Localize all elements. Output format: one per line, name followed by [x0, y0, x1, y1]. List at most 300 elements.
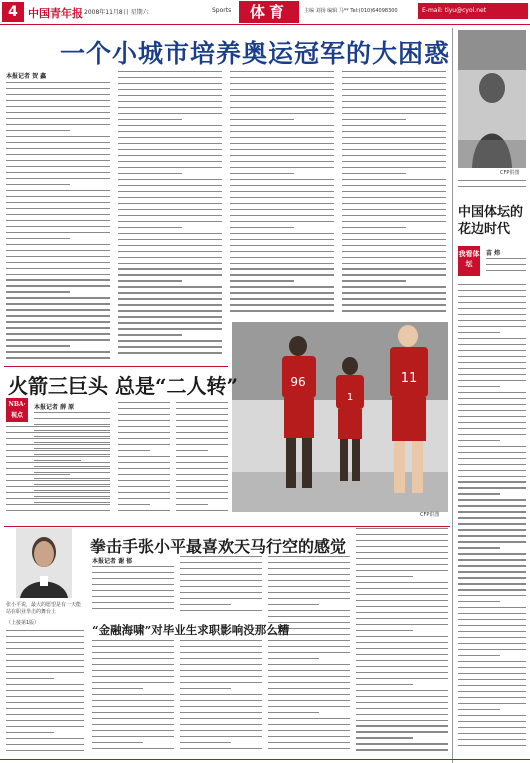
text-line — [6, 262, 110, 263]
text-line — [118, 450, 150, 451]
text-line — [180, 592, 262, 593]
column-body-text — [458, 284, 526, 756]
text-line — [342, 304, 446, 305]
newspaper-brand: 中国青年报 — [28, 7, 83, 20]
text-line — [118, 137, 222, 138]
text-line — [6, 696, 84, 697]
text-line — [268, 748, 350, 749]
text-line — [92, 664, 174, 665]
text-line — [342, 131, 446, 132]
text-line — [92, 608, 174, 609]
column-divider — [452, 28, 453, 763]
text-line — [458, 655, 500, 656]
text-line — [356, 690, 448, 691]
text-line — [92, 724, 174, 725]
text-line — [6, 268, 110, 269]
text-line — [118, 149, 222, 150]
interview-rule — [4, 526, 450, 527]
text-line — [92, 578, 174, 579]
text-line — [458, 667, 526, 668]
text-line — [458, 709, 500, 710]
text-line — [356, 564, 448, 565]
text-line — [118, 173, 182, 174]
text-line — [268, 658, 319, 659]
text-line — [230, 137, 334, 138]
text-line — [342, 197, 446, 198]
text-line — [92, 706, 174, 707]
text-line — [458, 583, 526, 584]
text-line — [356, 630, 413, 631]
text-line — [180, 730, 262, 731]
text-line — [458, 661, 526, 662]
text-line — [230, 83, 334, 84]
text-line — [118, 191, 222, 192]
text-line — [92, 730, 174, 731]
sub-column-2 — [180, 640, 262, 758]
text-line — [458, 553, 526, 554]
text-line — [458, 308, 526, 309]
text-line — [458, 380, 526, 381]
text-line — [6, 297, 110, 298]
main-article-column-4 — [342, 71, 446, 319]
text-line — [356, 546, 448, 547]
text-line — [6, 504, 110, 505]
contact-email: E-mail: tiyu@cyol.net — [418, 3, 528, 19]
text-line — [458, 589, 526, 590]
section-english: Sports — [212, 7, 232, 14]
text-line — [356, 737, 413, 738]
text-line — [180, 724, 262, 725]
text-line — [268, 568, 350, 569]
text-line — [92, 646, 174, 647]
interview-column-3 — [268, 556, 350, 758]
main-headline: 一个小城市培养奥运冠军的大困惑 — [60, 39, 451, 68]
rockets-column-3 — [176, 402, 228, 520]
text-line — [458, 601, 500, 602]
text-line — [458, 180, 526, 181]
text-line — [180, 604, 231, 605]
text-line — [118, 179, 222, 180]
text-line — [118, 233, 222, 234]
text-line — [356, 702, 448, 703]
text-line — [92, 658, 174, 659]
text-line — [6, 250, 110, 251]
text-line — [6, 744, 84, 745]
page-header — [0, 0, 530, 24]
text-line — [118, 221, 222, 222]
text-line — [118, 263, 222, 264]
text-line — [6, 648, 84, 649]
rockets-byline: 本报记者 薛 原 — [34, 404, 75, 411]
sub-headline: “金融海啸”对毕业生求职影响没那么糟 — [92, 623, 290, 637]
text-line — [342, 191, 446, 192]
text-line — [6, 630, 84, 631]
interview-column-2 — [180, 556, 262, 618]
text-line — [342, 101, 446, 102]
sidebar-photo — [458, 30, 526, 168]
text-line — [6, 321, 110, 322]
text-line — [6, 327, 110, 328]
text-line — [6, 702, 84, 703]
text-line — [6, 510, 110, 511]
text-line — [92, 590, 174, 591]
text-line — [268, 730, 350, 731]
text-line — [180, 742, 231, 743]
text-line — [458, 631, 526, 632]
text-line — [230, 203, 334, 204]
text-line — [342, 263, 446, 264]
text-line — [176, 480, 228, 481]
text-line — [118, 420, 170, 421]
text-line — [176, 486, 228, 487]
text-line — [230, 77, 334, 78]
text-line — [230, 131, 334, 132]
text-line — [118, 83, 222, 84]
text-line — [268, 688, 350, 689]
text-line — [458, 350, 526, 351]
text-line — [6, 279, 110, 280]
text-line — [230, 209, 334, 210]
text-line — [342, 280, 406, 281]
text-line — [6, 148, 110, 149]
text-line — [458, 320, 526, 321]
text-line — [230, 89, 334, 90]
text-line — [6, 492, 110, 493]
text-line — [268, 580, 350, 581]
text-line — [180, 574, 262, 575]
issue-date: 2008年11月8日 星期六 — [84, 9, 149, 16]
text-line — [6, 291, 70, 292]
text-line — [458, 535, 526, 536]
text-line — [118, 346, 222, 347]
text-line — [230, 245, 334, 246]
text-line — [118, 510, 170, 511]
text-line — [342, 203, 446, 204]
text-line — [118, 155, 222, 156]
text-line — [458, 523, 526, 524]
text-line — [458, 727, 526, 728]
text-line — [458, 733, 526, 734]
text-line — [230, 298, 334, 299]
text-line — [180, 712, 262, 713]
interview-byline: 本报记者 谢 郁 — [92, 558, 133, 565]
text-line — [356, 540, 448, 541]
text-line — [6, 339, 110, 340]
text-line — [342, 179, 446, 180]
text-line — [268, 736, 350, 737]
text-line — [118, 492, 170, 493]
text-line — [356, 725, 448, 726]
text-line — [118, 239, 222, 240]
text-line — [118, 414, 170, 415]
page-number: 4 — [2, 2, 24, 22]
text-line — [180, 640, 262, 641]
text-line — [6, 720, 84, 721]
text-line — [356, 594, 448, 595]
text-line — [6, 238, 70, 239]
text-line — [118, 444, 170, 445]
text-line — [230, 197, 334, 198]
text-line — [6, 654, 84, 655]
text-line — [6, 315, 110, 316]
text-line — [342, 137, 446, 138]
text-line — [92, 742, 143, 743]
text-line — [230, 149, 334, 150]
text-line — [176, 432, 228, 433]
text-line — [6, 708, 84, 709]
text-line — [176, 408, 228, 409]
text-line — [118, 185, 222, 186]
text-line — [6, 106, 110, 107]
text-line — [118, 286, 222, 287]
text-line — [176, 468, 228, 469]
text-line — [176, 426, 228, 427]
text-line — [230, 143, 334, 144]
text-line — [118, 340, 222, 341]
text-line — [118, 438, 170, 439]
text-line — [458, 721, 526, 722]
text-line — [342, 251, 446, 252]
text-line — [342, 119, 406, 120]
text-line — [458, 368, 526, 369]
text-line — [268, 682, 350, 683]
column-intro-text — [486, 258, 526, 280]
text-line — [6, 474, 70, 475]
text-line — [268, 616, 350, 617]
text-line — [176, 504, 208, 505]
text-line — [92, 712, 174, 713]
text-line — [458, 571, 526, 572]
text-line — [230, 155, 334, 156]
text-line — [6, 124, 110, 125]
text-line — [230, 179, 334, 180]
text-line — [6, 112, 110, 113]
text-line — [118, 408, 170, 409]
rockets-photo — [232, 322, 448, 512]
text-line — [92, 682, 174, 683]
rockets-photo-caption: CFP供图 — [420, 512, 440, 518]
text-line — [458, 619, 526, 620]
text-line — [118, 161, 222, 162]
text-line — [6, 142, 110, 143]
text-line — [342, 95, 446, 96]
text-line — [6, 426, 110, 427]
text-line — [230, 310, 334, 311]
text-line — [356, 642, 448, 643]
text-line — [118, 316, 222, 317]
text-line — [342, 268, 446, 269]
text-line — [176, 420, 228, 421]
text-line — [118, 209, 222, 210]
text-line — [92, 572, 174, 573]
text-line — [6, 636, 84, 637]
text-line — [180, 562, 262, 563]
text-line — [230, 274, 334, 275]
text-line — [176, 474, 228, 475]
text-line — [342, 310, 446, 311]
text-line — [356, 684, 413, 685]
text-line — [458, 296, 526, 297]
text-line — [230, 227, 294, 228]
text-line — [458, 547, 500, 548]
text-line — [356, 678, 448, 679]
text-line — [118, 474, 170, 475]
text-line — [6, 166, 110, 167]
text-line — [230, 239, 334, 240]
editor-line: 主编 刘扬 编辑 马** Tel:(010)64098300 — [304, 8, 398, 14]
text-line — [458, 422, 526, 423]
text-line — [356, 648, 448, 649]
text-line — [6, 684, 84, 685]
boxer-portrait — [16, 528, 72, 598]
text-line — [356, 660, 448, 661]
text-line — [458, 739, 526, 740]
text-line — [268, 718, 350, 719]
text-line — [6, 444, 110, 445]
text-line — [118, 125, 222, 126]
text-line — [176, 492, 228, 493]
text-line — [342, 215, 446, 216]
text-line — [342, 83, 446, 84]
text-line — [458, 476, 526, 477]
text-line — [230, 233, 334, 234]
text-line — [6, 244, 110, 245]
text-line — [180, 580, 262, 581]
text-line — [180, 658, 262, 659]
text-line — [230, 251, 334, 252]
text-line — [230, 119, 294, 120]
text-line — [458, 356, 526, 357]
text-line — [92, 584, 174, 585]
text-line — [268, 610, 350, 611]
text-line — [342, 274, 446, 275]
text-line — [458, 332, 500, 333]
svg-text:11: 11 — [400, 371, 418, 386]
text-line — [356, 743, 448, 744]
column-author: 苗 炜 — [486, 250, 501, 257]
svg-text:96: 96 — [290, 375, 306, 389]
text-line — [342, 292, 446, 293]
text-line — [458, 577, 526, 578]
text-line — [458, 302, 526, 303]
text-line — [118, 328, 222, 329]
text-line — [6, 672, 84, 673]
text-line — [342, 125, 446, 126]
text-line — [6, 118, 110, 119]
text-line — [458, 643, 526, 644]
text-line — [268, 604, 319, 605]
text-line — [458, 470, 526, 471]
text-line — [356, 672, 448, 673]
text-line — [6, 88, 110, 89]
text-line — [180, 676, 262, 677]
section-rule — [4, 366, 228, 367]
sub-column-1 — [92, 640, 174, 758]
text-line — [230, 185, 334, 186]
text-line — [118, 131, 222, 132]
text-line — [180, 718, 262, 719]
text-line — [458, 458, 526, 459]
continued-note: （上接第1版） — [6, 620, 40, 626]
text-line — [268, 652, 350, 653]
text-line — [356, 528, 448, 529]
text-line — [6, 456, 110, 457]
text-line — [230, 113, 334, 114]
text-line — [6, 642, 84, 643]
text-line — [230, 107, 334, 108]
text-line — [118, 95, 222, 96]
text-line — [6, 498, 110, 499]
text-line — [6, 750, 84, 751]
text-line — [458, 452, 526, 453]
text-line — [230, 286, 334, 287]
text-line — [92, 676, 174, 677]
text-line — [118, 322, 222, 323]
text-line — [458, 374, 526, 375]
sidebar-photo-text — [458, 180, 526, 194]
text-line — [6, 285, 110, 286]
text-line — [230, 268, 334, 269]
text-line — [356, 624, 448, 625]
text-line — [458, 410, 526, 411]
text-line — [6, 196, 110, 197]
text-line — [34, 412, 110, 413]
text-line — [6, 450, 110, 451]
text-line — [6, 333, 110, 334]
text-line — [176, 498, 228, 499]
text-line — [268, 664, 350, 665]
text-line — [92, 640, 174, 641]
text-line — [458, 404, 526, 405]
text-line — [6, 274, 110, 275]
text-line — [92, 602, 174, 603]
text-line — [342, 239, 446, 240]
text-line — [342, 143, 446, 144]
text-line — [356, 576, 413, 577]
text-line — [458, 416, 526, 417]
text-line — [180, 586, 262, 587]
text-line — [6, 184, 70, 185]
text-line — [6, 462, 110, 463]
text-line — [6, 690, 84, 691]
text-line — [118, 101, 222, 102]
text-line — [118, 298, 222, 299]
text-line — [6, 345, 70, 346]
text-line — [458, 362, 526, 363]
text-line — [268, 670, 350, 671]
text-line — [180, 748, 262, 749]
text-line — [230, 257, 334, 258]
text-line — [230, 95, 334, 96]
text-line — [6, 666, 84, 667]
text-line — [268, 640, 350, 641]
text-line — [6, 480, 110, 481]
text-line — [6, 232, 110, 233]
text-line — [180, 688, 231, 689]
text-line — [6, 438, 110, 439]
text-line — [486, 264, 526, 265]
text-line — [356, 534, 448, 535]
text-line — [176, 402, 228, 403]
section-title: 体育 — [239, 1, 299, 23]
text-line — [268, 676, 350, 677]
boxer-portrait-caption: 张小平说，最大的愿望是有一天能站在职业拳击的舞台上 — [6, 602, 82, 615]
text-line — [458, 529, 526, 530]
text-line — [176, 438, 228, 439]
text-line — [458, 607, 526, 608]
footer-rule — [0, 759, 530, 760]
text-line — [458, 517, 526, 518]
